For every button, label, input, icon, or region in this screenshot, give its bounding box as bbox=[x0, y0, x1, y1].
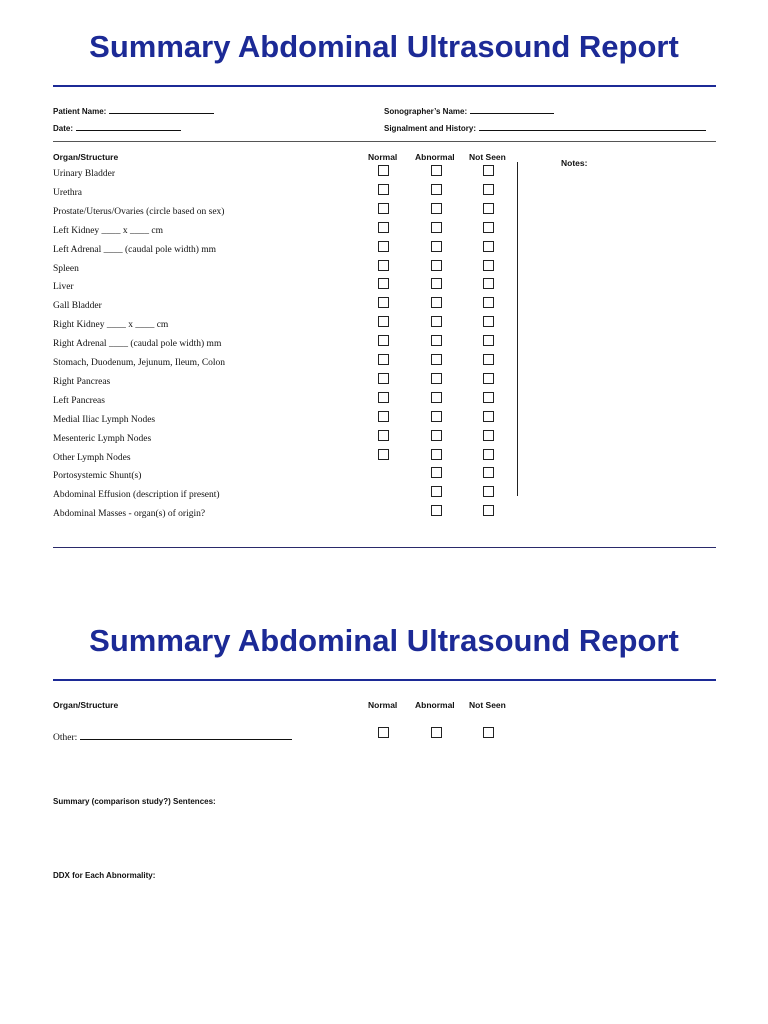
organ-row-label: Right Adrenal ____ (caudal pole width) mm bbox=[53, 339, 222, 350]
normal-checkbox[interactable] bbox=[378, 184, 389, 195]
organ-row-label: Abdominal Masses - organ(s) of origin? bbox=[53, 509, 206, 520]
abnormal-checkbox[interactable] bbox=[431, 449, 442, 460]
abnormal-checkbox[interactable] bbox=[431, 467, 442, 478]
abnormal-checkbox[interactable] bbox=[431, 165, 442, 176]
organ-row-label: Right Pancreas bbox=[53, 376, 111, 387]
not-seen-checkbox[interactable] bbox=[483, 203, 494, 214]
organ-row-label: Left Adrenal ____ (caudal pole width) mm bbox=[53, 244, 217, 255]
organ-row-label: Liver bbox=[53, 282, 74, 293]
organ-row-label: Left Pancreas bbox=[53, 395, 105, 406]
column-header-not-seen: Not Seen bbox=[469, 152, 506, 162]
normal-checkbox[interactable] bbox=[378, 297, 389, 308]
other-label: Other: bbox=[53, 733, 78, 743]
organ-row-label: Abdominal Effusion (description if present) bbox=[53, 490, 220, 501]
abnormal-checkbox[interactable] bbox=[431, 411, 442, 422]
not-seen-checkbox[interactable] bbox=[483, 165, 494, 176]
column-header-organ-second: Organ/Structure bbox=[53, 700, 119, 710]
page-title: Summary Abdominal Ultrasound Report bbox=[89, 29, 679, 64]
organ-row-label: Portosystemic Shunt(s) bbox=[53, 471, 142, 482]
other-field[interactable] bbox=[53, 731, 292, 743]
abnormal-checkbox[interactable] bbox=[431, 486, 442, 497]
not-seen-checkbox[interactable] bbox=[483, 430, 494, 441]
not-seen-checkbox[interactable] bbox=[483, 505, 494, 516]
normal-checkbox[interactable] bbox=[378, 373, 389, 384]
abnormal-checkbox[interactable] bbox=[431, 203, 442, 214]
abnormal-checkbox[interactable] bbox=[431, 184, 442, 195]
organ-row-label: Other Lymph Nodes bbox=[53, 452, 131, 463]
organ-row-label: Left Kidney ____ x ____ cm bbox=[53, 225, 164, 236]
not-seen-checkbox[interactable] bbox=[483, 297, 494, 308]
header-divider bbox=[53, 141, 716, 142]
not-seen-checkbox[interactable] bbox=[483, 373, 494, 384]
column-header-normal: Normal bbox=[368, 152, 398, 162]
not-seen-checkbox[interactable] bbox=[483, 260, 494, 271]
sonographer-name-label: Sonographer’s Name: bbox=[384, 107, 468, 116]
abnormal-checkbox[interactable] bbox=[431, 278, 442, 289]
normal-checkbox[interactable] bbox=[378, 241, 389, 252]
title-divider-second bbox=[53, 679, 716, 681]
abnormal-checkbox[interactable] bbox=[431, 354, 442, 365]
notes-label: Notes: bbox=[561, 158, 588, 168]
organ-row-label: Mesenteric Lymph Nodes bbox=[53, 433, 152, 444]
not-seen-checkbox[interactable] bbox=[483, 354, 494, 365]
abnormal-checkbox[interactable] bbox=[431, 316, 442, 327]
normal-checkbox[interactable] bbox=[378, 316, 389, 327]
normal-checkbox[interactable] bbox=[378, 335, 389, 346]
abnormal-checkbox[interactable] bbox=[431, 297, 442, 308]
ddx-label: DDX for Each Abnormality: bbox=[53, 871, 156, 880]
other-abnormal-checkbox[interactable] bbox=[431, 727, 442, 738]
normal-checkbox[interactable] bbox=[378, 449, 389, 460]
organ-row-label: Right Kidney ____ x ____ cm bbox=[53, 320, 169, 331]
normal-checkbox[interactable] bbox=[378, 260, 389, 271]
sonographer-name-field[interactable] bbox=[384, 105, 554, 116]
patient-name-field[interactable] bbox=[53, 105, 214, 116]
not-seen-checkbox[interactable] bbox=[483, 316, 494, 327]
not-seen-checkbox[interactable] bbox=[483, 392, 494, 403]
signalment-history-label: Signalment and History: bbox=[384, 124, 477, 133]
not-seen-checkbox[interactable] bbox=[483, 241, 494, 252]
other-not-seen-checkbox[interactable] bbox=[483, 727, 494, 738]
organ-row-label: Medial Iliac Lymph Nodes bbox=[53, 414, 156, 425]
title-divider bbox=[53, 85, 716, 87]
signalment-history-field[interactable] bbox=[384, 122, 706, 133]
abnormal-checkbox[interactable] bbox=[431, 222, 442, 233]
abnormal-checkbox[interactable] bbox=[431, 241, 442, 252]
normal-checkbox[interactable] bbox=[378, 165, 389, 176]
normal-checkbox[interactable] bbox=[378, 430, 389, 441]
not-seen-checkbox[interactable] bbox=[483, 184, 494, 195]
organ-row-label: Spleen bbox=[53, 263, 79, 274]
not-seen-checkbox[interactable] bbox=[483, 449, 494, 460]
organ-row-label: Gall Bladder bbox=[53, 301, 102, 312]
normal-checkbox[interactable] bbox=[378, 392, 389, 403]
normal-checkbox[interactable] bbox=[378, 203, 389, 214]
summary-label: Summary (comparison study?) Sentences: bbox=[53, 797, 216, 806]
organ-row-label: Prostate/Uterus/Ovaries (circle based on sex) bbox=[53, 206, 225, 217]
patient-name-label: Patient Name: bbox=[53, 107, 107, 116]
not-seen-checkbox[interactable] bbox=[483, 411, 494, 422]
not-seen-checkbox[interactable] bbox=[483, 335, 494, 346]
organ-row-label: Stomach, Duodenum, Jejunum, Ileum, Colon bbox=[53, 358, 226, 368]
abnormal-checkbox[interactable] bbox=[431, 260, 442, 271]
normal-checkbox[interactable] bbox=[378, 354, 389, 365]
not-seen-checkbox[interactable] bbox=[483, 467, 494, 478]
notes-divider bbox=[517, 162, 518, 496]
not-seen-checkbox[interactable] bbox=[483, 278, 494, 289]
section-end-divider bbox=[53, 547, 716, 548]
column-header-normal-second: Normal bbox=[368, 700, 398, 710]
column-header-not-seen-second: Not Seen bbox=[469, 700, 506, 710]
abnormal-checkbox[interactable] bbox=[431, 373, 442, 384]
column-header-abnormal-second: Abnormal bbox=[415, 700, 455, 710]
abnormal-checkbox[interactable] bbox=[431, 430, 442, 441]
abnormal-checkbox[interactable] bbox=[431, 392, 442, 403]
date-label: Date: bbox=[53, 124, 74, 133]
other-normal-checkbox[interactable] bbox=[378, 727, 389, 738]
column-header-abnormal: Abnormal bbox=[415, 152, 455, 162]
not-seen-checkbox[interactable] bbox=[483, 486, 494, 497]
not-seen-checkbox[interactable] bbox=[483, 222, 494, 233]
normal-checkbox[interactable] bbox=[378, 411, 389, 422]
abnormal-checkbox[interactable] bbox=[431, 335, 442, 346]
organ-row-label: Urethra bbox=[53, 187, 83, 198]
normal-checkbox[interactable] bbox=[378, 222, 389, 233]
abnormal-checkbox[interactable] bbox=[431, 505, 442, 516]
organ-row-label: Urinary Bladder bbox=[53, 169, 115, 179]
date-field[interactable] bbox=[53, 122, 181, 133]
normal-checkbox[interactable] bbox=[378, 278, 389, 289]
page-title-second: Summary Abdominal Ultrasound Report bbox=[89, 623, 679, 658]
column-header-organ: Organ/Structure bbox=[53, 152, 119, 162]
